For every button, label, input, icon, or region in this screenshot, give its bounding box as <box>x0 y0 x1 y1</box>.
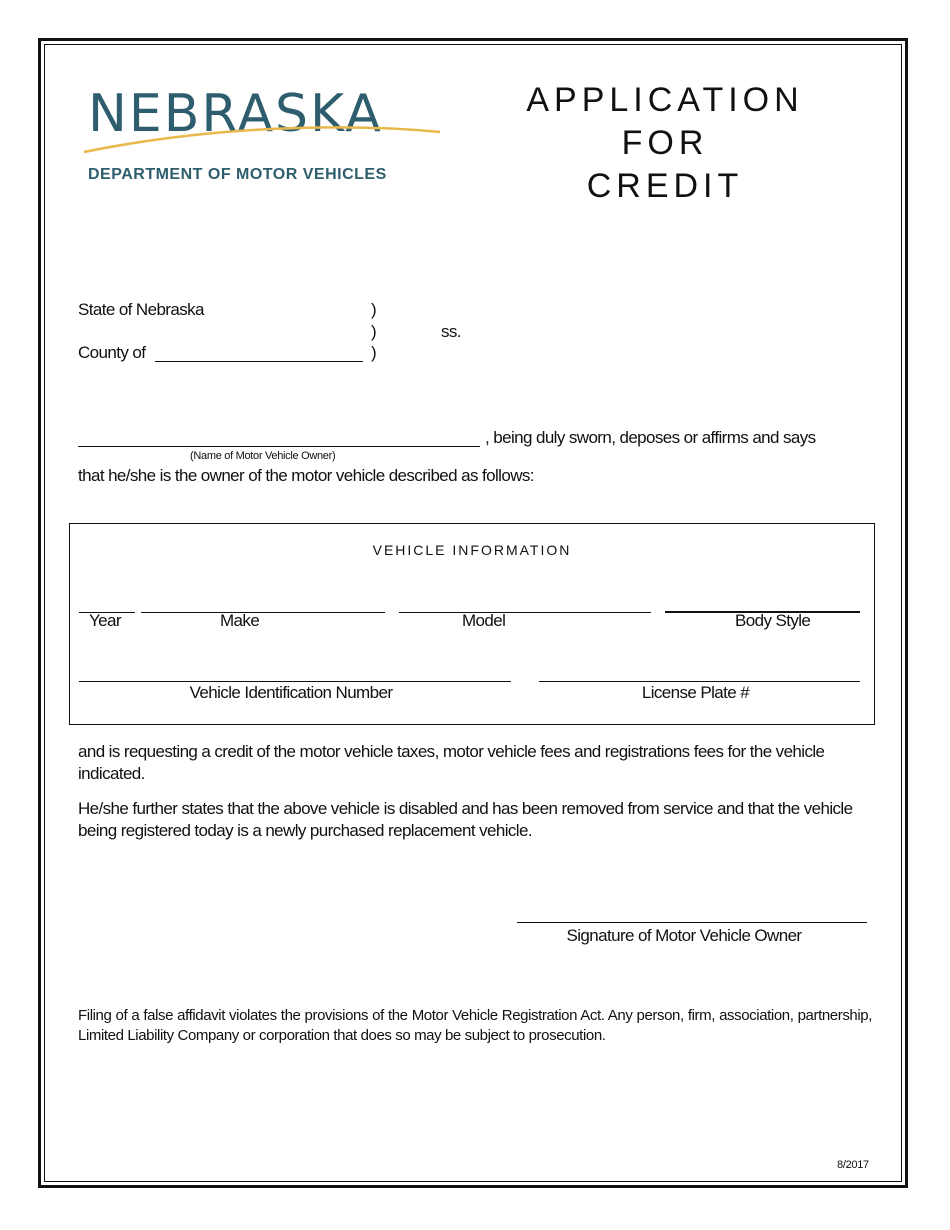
make-label: Make <box>220 611 260 630</box>
vin-field[interactable] <box>79 681 511 682</box>
signature-label: Signature of Motor Vehicle Owner <box>566 926 802 945</box>
ss-label: ss. <box>441 322 461 341</box>
logo-swoosh-icon <box>82 118 444 158</box>
owner-name-field[interactable] <box>78 446 480 447</box>
logo-department: DEPARTMENT OF MOTOR VEHICLES <box>88 166 387 183</box>
venue-paren: ) <box>371 300 377 319</box>
venue-paren: ) <box>371 343 377 362</box>
revision-date: 8/2017 <box>837 1159 869 1171</box>
credit-request-paragraph: and is requesting a credit of the motor vehicle taxes, motor vehicle fees and registrations fees for the vehicle indicated. <box>78 742 825 783</box>
license-plate-label: License Plate # <box>641 683 750 702</box>
county-label: County of <box>78 343 146 362</box>
model-label: Model <box>462 611 506 630</box>
body-style-label: Body Style <box>735 611 811 630</box>
year-label: Year <box>89 611 121 630</box>
false-affidavit-disclaimer: Filing of a false affidavit violates the provisions of the Motor Vehicle Registration Act. Any person, firm, association, partnership, Limited Liability Company or corporation that does so may be subject to prosecution. <box>78 1007 872 1044</box>
title-line-2: FOR <box>621 124 709 162</box>
venue-paren: ) <box>371 322 377 341</box>
title-line-1: APPLICATION <box>526 81 804 119</box>
sworn-text: , being duly sworn, deposes or affirms and says <box>485 428 816 447</box>
title-line-3: CREDIT <box>586 167 744 205</box>
make-field[interactable] <box>141 612 385 613</box>
vehicle-info-heading: VEHICLE INFORMATION <box>372 542 572 558</box>
disabled-vehicle-paragraph: He/she further states that the above vehicle is disabled and has been removed from service and that the vehicle being registered today is a newly purchased replacement vehicle. <box>78 799 853 840</box>
logo-wordmark: NEBRASKA <box>88 84 383 144</box>
vin-label: Vehicle Identification Number <box>189 683 393 702</box>
owner-name-note: (Name of Motor Vehicle Owner) <box>190 450 336 462</box>
model-field[interactable] <box>399 612 651 613</box>
owner-continuation: that he/she is the owner of the motor vehicle described as follows: <box>78 466 534 485</box>
county-field[interactable] <box>155 361 363 362</box>
state-label: State of Nebraska <box>78 300 204 319</box>
license-plate-field[interactable] <box>539 681 860 682</box>
signature-field[interactable] <box>517 922 867 923</box>
